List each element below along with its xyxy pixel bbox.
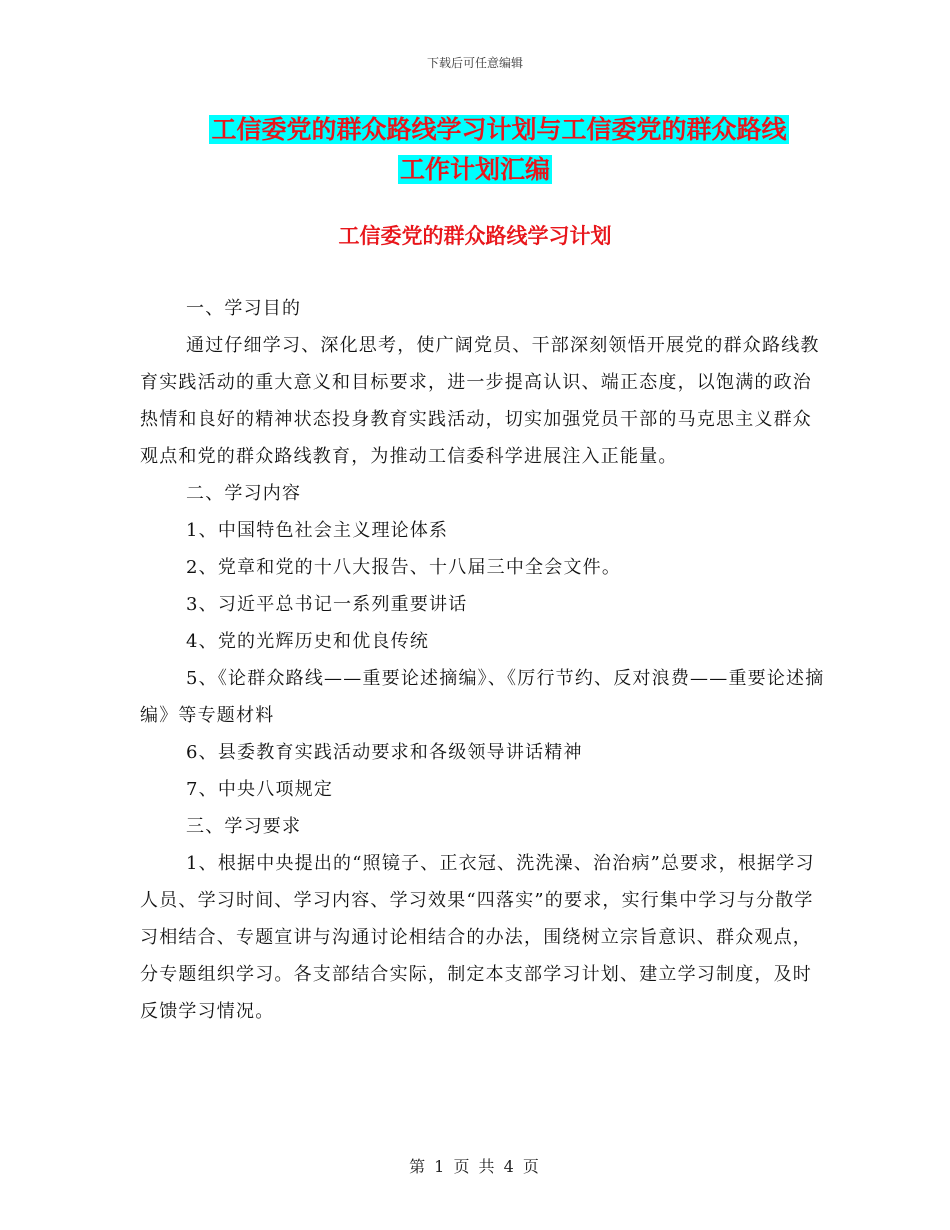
document-title-line-1: 工信委党的群众路线学习计划与工信委党的群众路线 (211, 115, 787, 144)
header-note: 下载后可任意编辑 (426, 56, 523, 70)
heading-study-content: 二、学习内容 (186, 483, 302, 504)
section-title: 工信委党的群众路线学习计划 (338, 224, 612, 248)
list-item-requirement-1: 1、根据中央提出的“照镜子、正衣冠、洗洗澡、治治病”总要求，根据学习人员、学习时间、学习内容、学习效果“四落实”的要求，实行集中学习与分散学习相结合、专题宣讲与沟通讨论相结合的办法，围绕树立宗旨意识、群众观点，分专题组织学习。各支部结合实际，制定本支部学习计划、建立学习制度，及时反馈学习情况。 (140, 853, 815, 1022)
list-item-content-4: 4、党的光辉历史和优良传统 (186, 631, 430, 652)
list-item-content-7: 7、中央八项规定 (186, 779, 334, 800)
document-body (140, 290, 830, 1030)
heading-study-requirements: 三、学习要求 (186, 816, 302, 837)
page-footer: 第 1 页 共 4 页 (409, 1157, 541, 1176)
list-item-content-1: 1、中国特色社会主义理论体系 (186, 520, 449, 541)
list-item-content-3: 3、习近平总书记一系列重要讲话 (186, 594, 468, 615)
list-item-content-2: 2、党章和党的十八大报告、十八届三中全会文件。 (186, 557, 622, 578)
heading-study-purpose: 一、学习目的 (186, 298, 302, 319)
list-item-content-5: 5、《论群众路线——重要论述摘编》、《厉行节约、反对浪费——重要论述摘编》等专题材料 (140, 668, 825, 726)
paragraph-study-purpose: 通过仔细学习、深化思考，使广阔党员、干部深刻领悟开展党的群众路线教育实践活动的重大意义和目标要求，进一步提高认识、端正态度，以饱满的政治热情和良好的精神状态投身教育实践活动，切实加强党员干部的马克思主义群众观点和党的群众路线教育，为推动工信委科学进展注入正能量。 (140, 335, 820, 467)
list-item-content-6: 6、县委教育实践活动要求和各级领导讲话精神 (186, 742, 583, 763)
document-title-line-2: 工作计划汇编 (399, 155, 550, 184)
document-title (0, 110, 950, 190)
